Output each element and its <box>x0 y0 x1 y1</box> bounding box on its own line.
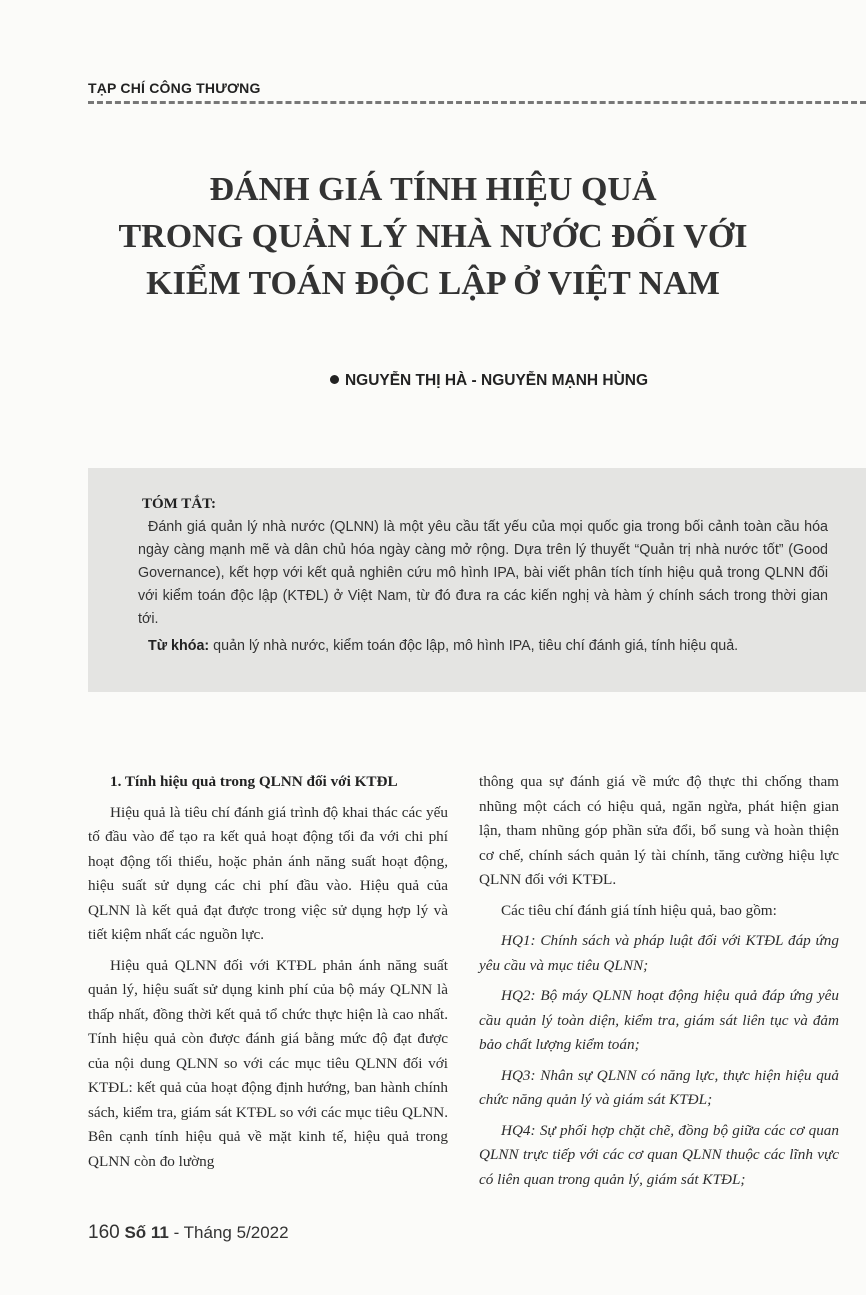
criterion: HQ4: Sự phối hợp chặt chẽ, đồng bộ giữa các cơ quan QLNN trực tiếp với các cơ quan QLNN thuộc các lĩnh vực có liên quan trong quản lý, giám sát KTĐL; <box>479 1121 839 1188</box>
header-rule <box>88 101 866 104</box>
issue-date: - Tháng 5/2022 <box>168 1223 289 1242</box>
title-line: ĐÁNH GIÁ TÍNH HIỆU QUẢ <box>209 171 657 208</box>
abstract-heading: TÓM TẮT: <box>142 496 217 512</box>
author-names: NGUYỄN THỊ HÀ - NGUYỄN MẠNH HÙNG <box>344 372 649 389</box>
abstract-text: Đánh giá quản lý nhà nước (QLNN) là một yêu cầu tất yếu của mọi quốc gia trong bối cảnh toàn cầu hóa ngày càng mạnh mẽ và dân chủ hóa ngày càng mở rộng. Dựa trên lý thuyết “Quản trị nhà nước tốt” (Good Governance), kết hợp với kết quả nghiên cứu mô hình IPA, bài viết phân tích tính hiệu quả trong QLNN đối với kiểm toán độc lập (KTĐL) ở Việt Nam, từ đó đưa ra các kiến nghị và hàm ý chính sách trong thời gian tới. <box>138 519 828 627</box>
criterion: HQ1: Chính sách và pháp luật đối với KTĐL đáp ứng yêu cầu và mục tiêu QLNN; <box>479 932 839 974</box>
abstract-box <box>88 468 866 692</box>
title-line: TRONG QUẢN LÝ NHÀ NƯỚC ĐỐI VỚI <box>118 218 748 255</box>
keywords-label: Từ khóa: <box>148 638 210 654</box>
left-column <box>88 770 448 1180</box>
page-number: 160 <box>88 1222 120 1243</box>
authors <box>56 372 866 390</box>
paragraph: Hiệu quả QLNN đối với KTĐL phản ánh năng suất quản lý, hiệu suất sử dụng kinh phí của bộ máy QLNN là thấp nhất, đồng thời kết quả tổ chức thực hiện là cao nhất. Tính hiệu quả còn được đánh giá bằng mức độ đạt được của nội dung QLNN so với các mục tiêu QLNN đối với KTĐL: kết quả của hoạt động định hướng, ban hành chính sách, kiểm tra, giám sát KTĐL so với các mục tiêu QLNN. Bên cạnh tính hiệu quả về mặt kinh tế, hiệu quả trong QLNN còn đo lường <box>88 956 448 1170</box>
criterion: HQ2: Bộ máy QLNN hoạt động hiệu quả đáp ứng yêu cầu quản lý toàn diện, kiểm tra, giám sát liên tục và đảm bảo chất lượng kiểm toán; <box>479 987 839 1053</box>
paragraph: Hiệu quả là tiêu chí đánh giá trình độ khai thác các yếu tố đầu vào để tạo ra kết quả hoạt động tối đa với chi phí hoạt động tối thiểu, hoặc phản ánh năng suất hoạt động, hiệu suất sử dụng các chi phí đầu vào. Hiệu quả của QLNN là kết quả đạt được trong việc sử dụng hợp lý và tiết kiệm nhất các nguồn lực. <box>88 803 448 943</box>
section-heading: 1. Tính hiệu quả trong QLNN đối với KTĐL <box>110 773 398 790</box>
title-line: KIỂM TOÁN ĐỘC LẬP Ở VIỆT NAM <box>146 265 720 302</box>
issue-number: Số 11 <box>124 1223 169 1242</box>
right-column <box>479 770 839 1198</box>
criterion: HQ3: Nhân sự QLNN có năng lực, thực hiện hiệu quả chức năng quản lý và giám sát KTĐL; <box>479 1066 839 1108</box>
criteria-intro: Các tiêu chí đánh giá tính hiệu quả, bao gồm: <box>501 901 777 919</box>
journal-name: TẠP CHÍ CÔNG THƯƠNG <box>88 80 261 96</box>
paragraph: thông qua sự đánh giá về mức độ thực thi chống tham nhũng một cách có hiệu quả, ngăn ngừa, phát hiện gian lận, tham nhũng góp phần sửa đổi, bổ sung và hoàn thiện cơ chế, chính sách quản lý tài chính, tăng cường hiệu lực QLNN đối với KTĐL. <box>479 773 839 888</box>
keywords <box>138 635 828 658</box>
article-title <box>60 166 806 307</box>
bullet-icon <box>330 375 339 384</box>
page-footer <box>88 1222 289 1244</box>
keywords-list: quản lý nhà nước, kiểm toán độc lập, mô hình IPA, tiêu chí đánh giá, tính hiệu quả. <box>209 638 739 654</box>
